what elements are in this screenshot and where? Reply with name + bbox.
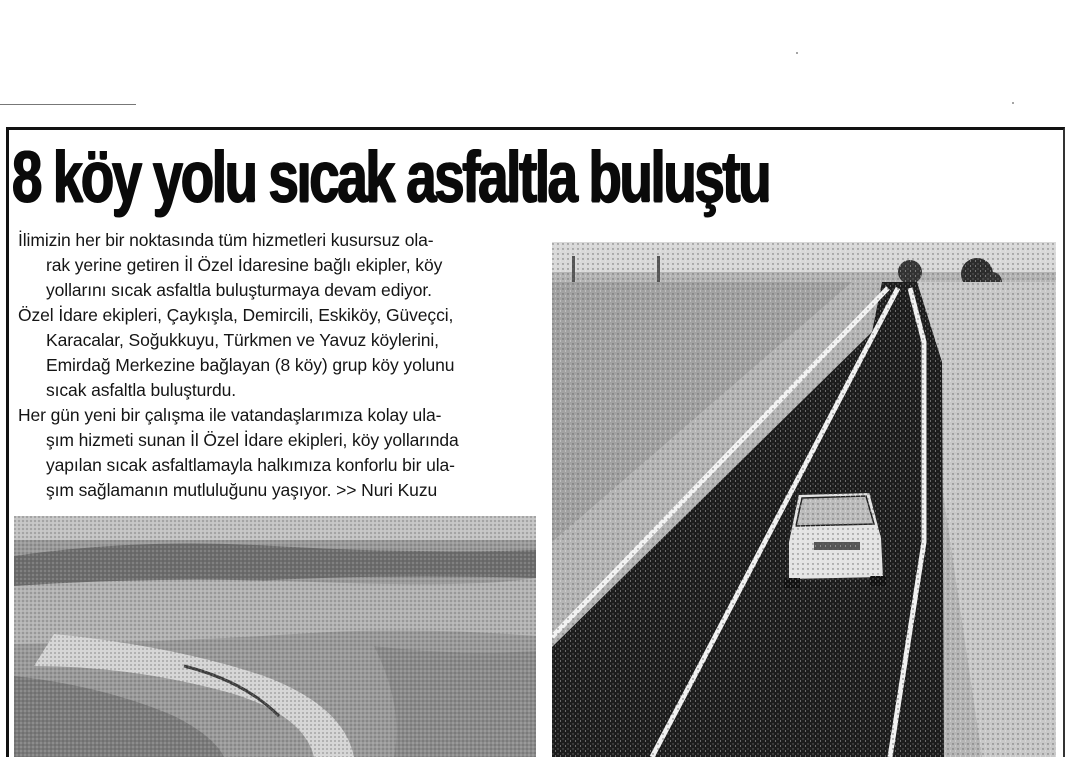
body-line: şım hizmeti sunan İl Özel İdare ekipleri, köy yollarında: [46, 430, 459, 450]
body-line: Özel İdare ekipleri, Çaykışla, Demircili, Eskiköy, Güveçci,: [18, 305, 454, 325]
headline: 8 köy yolu sıcak asfaltla buluştu: [12, 136, 770, 218]
body-line: Emirdağ Merkezine bağlayan (8 köy) grup köy yolunu: [46, 355, 455, 375]
body-line: Karacalar, Soğukkuyu, Türkmen ve Yavuz köylerini,: [46, 330, 439, 350]
landscape-illustration: [14, 516, 536, 757]
scan-speck: [1012, 102, 1014, 104]
body-line: sıcak asfaltla buluşturdu.: [46, 380, 237, 400]
top-rule: [0, 104, 136, 105]
article-body: [18, 228, 530, 503]
body-line: yollarını sıcak asfaltla buluşturmaya devam ediyor.: [46, 280, 432, 300]
body-line: yapılan sıcak asfaltlamayla halkımıza konforlu bir ula-: [46, 455, 455, 475]
scan-speck: [796, 52, 798, 54]
photo-landscape: [14, 516, 536, 757]
body-line: rak yerine getiren İl Özel İdaresine bağlı ekipler, köy: [46, 255, 443, 275]
body-line: Her gün yeni bir çalışma ile vatandaşlarımıza kolay ula-: [18, 405, 442, 425]
photo-road: [552, 242, 1056, 757]
body-line: İlimizin her bir noktasında tüm hizmetleri kusursuz ola-: [18, 230, 434, 250]
road-illustration: [552, 242, 1056, 757]
body-line: şım sağlamanın mutluluğunu yaşıyor. >> Nuri Kuzu: [46, 480, 438, 500]
